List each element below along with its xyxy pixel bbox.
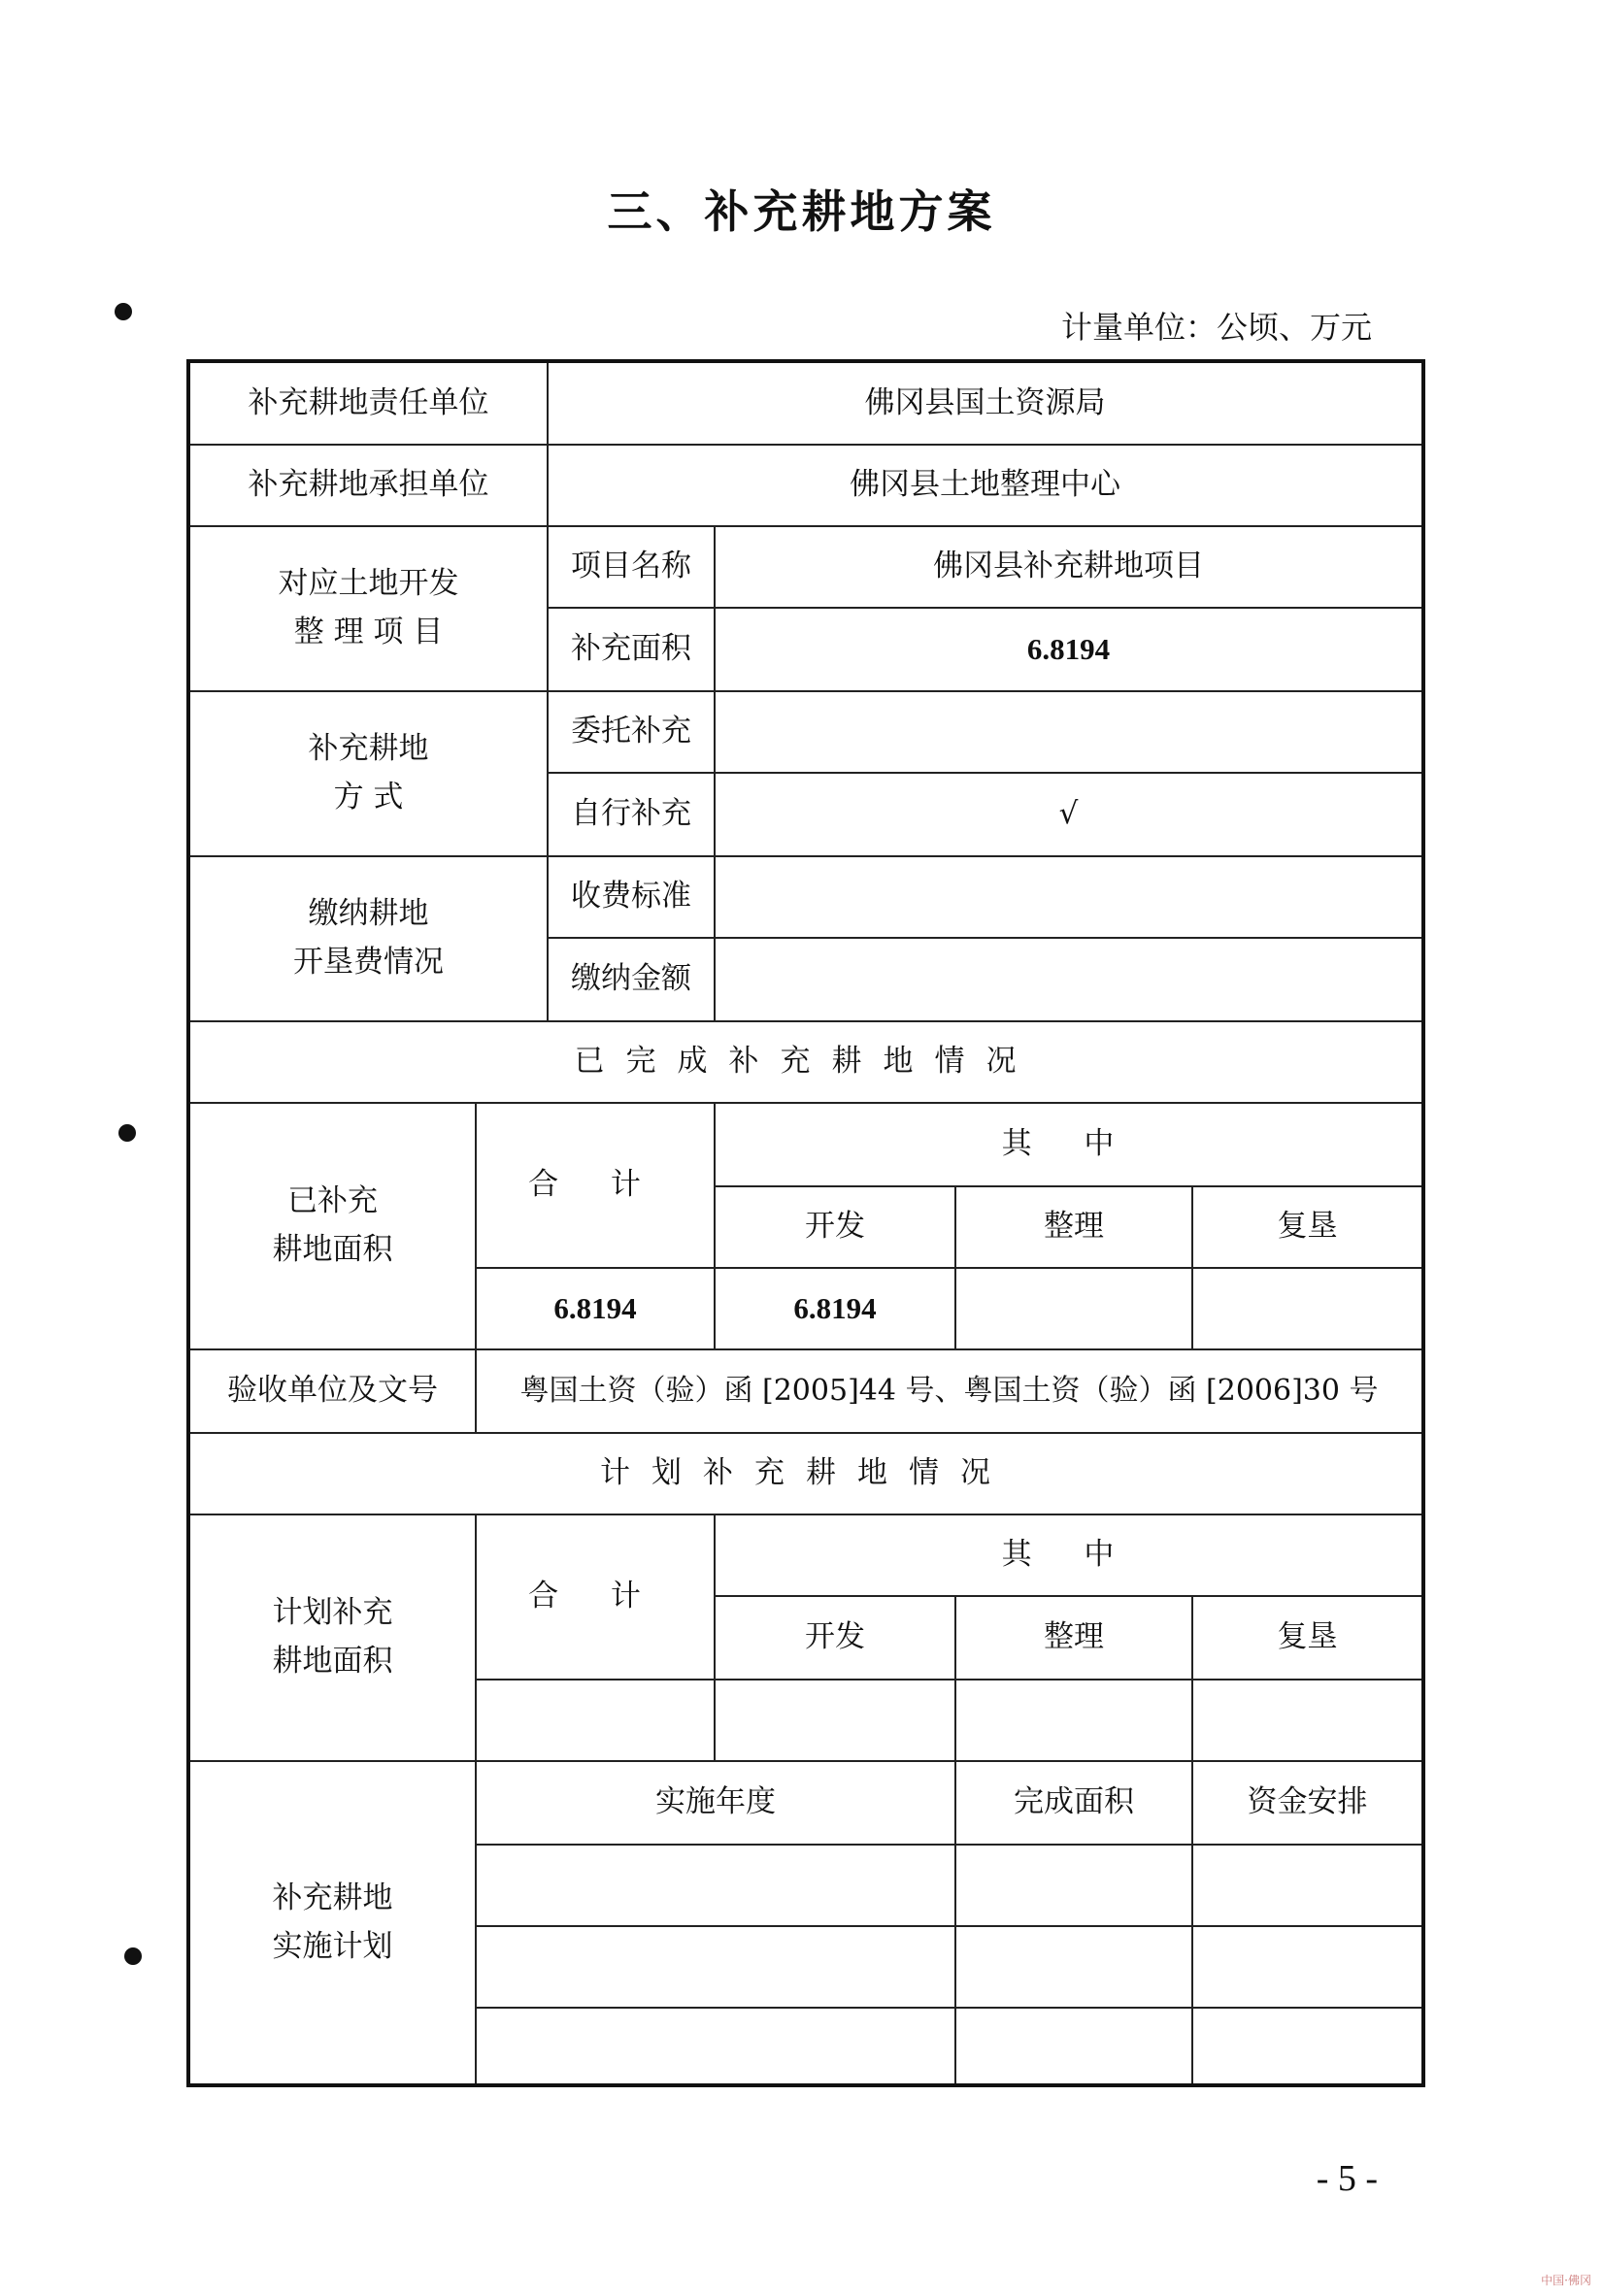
planned-reclaim-label: 复垦 [1192,1596,1423,1680]
implementation-year-cell [476,1845,955,1926]
completed-arrange-value [955,1268,1192,1349]
project-group-label-line1: 对应土地开发 [278,566,459,602]
completed-develop-label: 开发 [715,1186,955,1268]
acceptance-value: 粤国土资（验）函 [2005]44 号、粤国土资（验）函 [2006]30 号 [476,1349,1423,1433]
project-area-value: 6.8194 [715,608,1423,691]
project-area-label: 补充面积 [548,608,715,691]
completed-total-label: 合 计 [476,1103,715,1268]
planned-area-label-line1: 计划补充 [272,1595,393,1631]
implementation-col-area: 完成面积 [955,1761,1192,1845]
implementation-label-line2: 实施计划 [272,1928,393,1964]
planned-develop-label: 开发 [715,1596,955,1680]
responsible-unit-value: 佛冈县国土资源局 [548,361,1423,445]
fee-amount-label: 缴纳金额 [548,938,715,1021]
method-group-label-line2: 方 式 [333,780,404,815]
fee-group-label [188,856,548,1021]
completed-reclaim-value [1192,1268,1423,1349]
planned-area-label [188,1514,476,1761]
planned-arrange-value [955,1680,1192,1761]
completed-area-label [188,1103,476,1349]
completed-area-label-line1: 已补充 [287,1183,378,1219]
planned-section-title: 计划补充耕地情况 [188,1433,1423,1514]
completed-section-title: 已完成补充耕地情况 [188,1021,1423,1103]
implementation-funds-cell [1192,2008,1423,2085]
project-group-label [188,526,548,691]
implementation-label [188,1761,476,2085]
fee-group-label-line2: 开垦费情况 [293,945,444,980]
implementation-year-cell [476,1926,955,2008]
planned-develop-value [715,1680,955,1761]
completed-area-label-line2: 耕地面积 [272,1232,393,1267]
fee-amount-value [715,938,1423,1021]
completed-develop-value: 6.8194 [715,1268,955,1349]
planned-total-value [476,1680,715,1761]
method-self-label: 自行补充 [548,773,715,856]
implementation-col-year: 实施年度 [476,1761,955,1845]
implementation-funds-cell [1192,1926,1423,2008]
method-entrust-label: 委托补充 [548,691,715,773]
punch-hole-mark [118,1124,136,1142]
implementation-area-cell [955,1845,1192,1926]
planned-total-label: 合 计 [476,1514,715,1680]
fee-standard-label: 收费标准 [548,856,715,938]
completed-arrange-label: 整理 [955,1186,1192,1268]
implementation-area-cell [955,2008,1192,2085]
undertaker-unit-label: 补充耕地承担单位 [188,445,548,526]
watermark-mark: 中国·佛冈 [1541,2274,1591,2287]
page-title: 三、补充耕地方案 [607,185,996,238]
completed-among-label: 其 中 [715,1103,1423,1186]
acceptance-label: 验收单位及文号 [188,1349,476,1433]
planned-arrange-label: 整理 [955,1596,1192,1680]
method-group-label [188,691,548,856]
implementation-year-cell [476,2008,955,2085]
undertaker-unit-value: 佛冈县土地整理中心 [548,445,1423,526]
implementation-area-cell [955,1926,1192,2008]
project-group-label-line2: 整 理 项 目 [293,615,444,649]
implementation-col-funds: 资金安排 [1192,1761,1423,1845]
farmland-plan-table [186,359,1425,2087]
fee-group-label-line1: 缴纳耕地 [308,896,429,932]
planned-area-label-line2: 耕地面积 [272,1644,393,1679]
method-group-label-line1: 补充耕地 [308,731,429,767]
punch-hole-mark [124,1947,142,1965]
implementation-funds-cell [1192,1845,1423,1926]
punch-hole-mark [115,303,132,320]
project-name-label: 项目名称 [548,526,715,608]
completed-reclaim-label: 复垦 [1192,1186,1423,1268]
page-number: - 5 - [1316,2158,1378,2199]
planned-among-label: 其 中 [715,1514,1423,1596]
fee-standard-value [715,856,1423,938]
completed-total-value: 6.8194 [476,1268,715,1349]
project-name-value: 佛冈县补充耕地项目 [715,526,1423,608]
unit-note: 计量单位：公顷、万元 [1060,309,1372,346]
responsible-unit-label: 补充耕地责任单位 [188,361,548,445]
method-self-checkmark: √ [715,773,1423,856]
planned-reclaim-value [1192,1680,1423,1761]
implementation-label-line1: 补充耕地 [272,1880,393,1915]
method-entrust-value [715,691,1423,773]
